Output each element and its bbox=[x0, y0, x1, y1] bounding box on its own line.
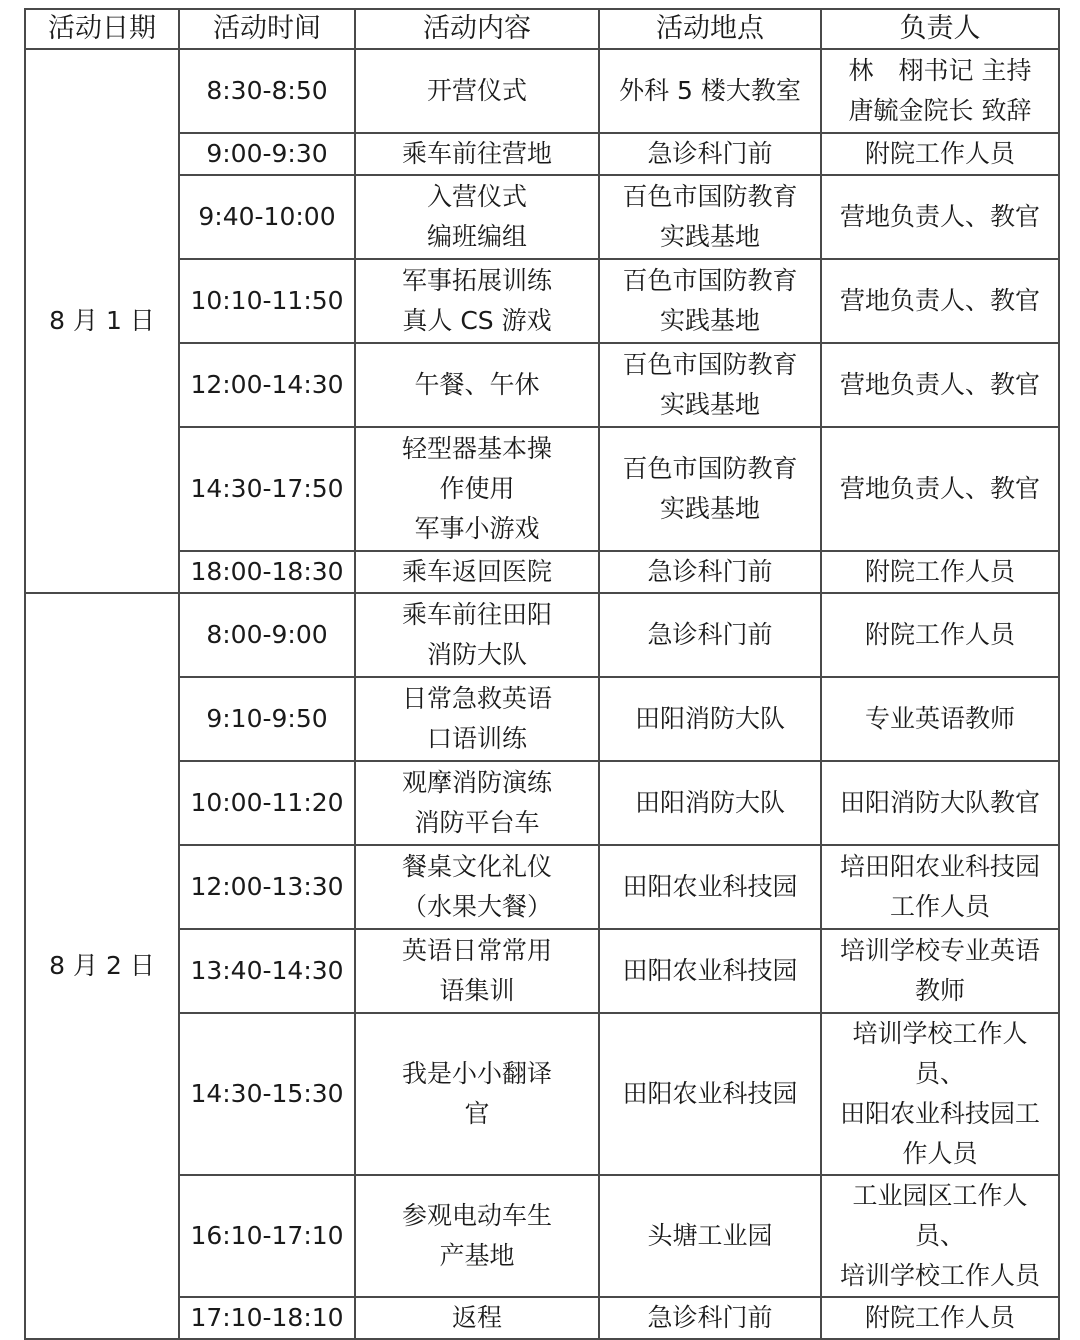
location-cell: 田阳农业科技园 bbox=[599, 1013, 821, 1175]
time-cell: 10:00-11:20 bbox=[179, 761, 355, 845]
table-row bbox=[25, 551, 1059, 593]
header-time: 活动时间 bbox=[179, 9, 355, 49]
time-cell: 17:10-18:10 bbox=[179, 1297, 355, 1339]
time-cell: 12:00-13:30 bbox=[179, 845, 355, 929]
table-row bbox=[25, 175, 1059, 259]
location-cell: 百色市国防教育 实践基地 bbox=[599, 427, 821, 551]
time-cell: 13:40-14:30 bbox=[179, 929, 355, 1013]
location-cell: 田阳消防大队 bbox=[599, 761, 821, 845]
person-cell: 附院工作人员 bbox=[821, 551, 1059, 593]
location-cell: 百色市国防教育 实践基地 bbox=[599, 259, 821, 343]
time-cell: 9:00-9:30 bbox=[179, 133, 355, 175]
content-cell: 开营仪式 bbox=[355, 49, 599, 133]
person-cell: 附院工作人员 bbox=[821, 133, 1059, 175]
table-row bbox=[25, 427, 1059, 551]
person-cell: 田阳消防大队教官 bbox=[821, 761, 1059, 845]
content-cell: 乘车返回医院 bbox=[355, 551, 599, 593]
person-cell: 林 栩书记 主持 唐毓金院长 致辞 bbox=[821, 49, 1059, 133]
time-cell: 14:30-17:50 bbox=[179, 427, 355, 551]
person-cell: 营地负责人、教官 bbox=[821, 343, 1059, 427]
content-cell: 返程 bbox=[355, 1297, 599, 1339]
table-row bbox=[25, 929, 1059, 1013]
location-cell: 急诊科门前 bbox=[599, 133, 821, 175]
header-date: 活动日期 bbox=[25, 9, 179, 49]
location-cell: 急诊科门前 bbox=[599, 551, 821, 593]
time-cell: 9:10-9:50 bbox=[179, 677, 355, 761]
activity-schedule-table bbox=[24, 8, 1060, 1340]
content-cell: 餐桌文化礼仪 （水果大餐） bbox=[355, 845, 599, 929]
time-cell: 9:40-10:00 bbox=[179, 175, 355, 259]
header-row bbox=[25, 9, 1059, 49]
content-cell: 乘车前往营地 bbox=[355, 133, 599, 175]
header-location: 活动地点 bbox=[599, 9, 821, 49]
location-cell: 急诊科门前 bbox=[599, 593, 821, 677]
content-cell: 轻型器基本操 作使用 军事小游戏 bbox=[355, 427, 599, 551]
date-cell-day1: 8 月 1 日 bbox=[25, 49, 179, 593]
person-cell: 专业英语教师 bbox=[821, 677, 1059, 761]
date-cell-day2: 8 月 2 日 bbox=[25, 593, 179, 1339]
content-cell: 参观电动车生 产基地 bbox=[355, 1175, 599, 1297]
person-cell: 附院工作人员 bbox=[821, 1297, 1059, 1339]
location-cell: 外科 5 楼大教室 bbox=[599, 49, 821, 133]
time-cell: 18:00-18:30 bbox=[179, 551, 355, 593]
location-cell: 头塘工业园 bbox=[599, 1175, 821, 1297]
table-row bbox=[25, 677, 1059, 761]
content-cell: 日常急救英语 口语训练 bbox=[355, 677, 599, 761]
content-cell: 观摩消防演练 消防平台车 bbox=[355, 761, 599, 845]
person-cell: 附院工作人员 bbox=[821, 593, 1059, 677]
table-row bbox=[25, 1297, 1059, 1339]
person-cell: 培田阳农业科技园 工作人员 bbox=[821, 845, 1059, 929]
content-cell: 入营仪式 编班编组 bbox=[355, 175, 599, 259]
table-row bbox=[25, 593, 1059, 677]
table-row bbox=[25, 845, 1059, 929]
location-cell: 田阳农业科技园 bbox=[599, 845, 821, 929]
person-cell: 培训学校工作人员、 田阳农业科技园工 作人员 bbox=[821, 1013, 1059, 1175]
person-cell: 营地负责人、教官 bbox=[821, 259, 1059, 343]
person-cell: 营地负责人、教官 bbox=[821, 175, 1059, 259]
table-row bbox=[25, 1175, 1059, 1297]
header-content: 活动内容 bbox=[355, 9, 599, 49]
location-cell: 百色市国防教育 实践基地 bbox=[599, 175, 821, 259]
location-cell: 田阳农业科技园 bbox=[599, 929, 821, 1013]
person-cell: 培训学校专业英语 教师 bbox=[821, 929, 1059, 1013]
table-row bbox=[25, 259, 1059, 343]
location-cell: 田阳消防大队 bbox=[599, 677, 821, 761]
header-person: 负责人 bbox=[821, 9, 1059, 49]
table-row bbox=[25, 49, 1059, 133]
content-cell: 乘车前往田阳 消防大队 bbox=[355, 593, 599, 677]
table-row bbox=[25, 761, 1059, 845]
content-cell: 我是小小翻译 官 bbox=[355, 1013, 599, 1175]
person-cell: 工业园区工作人员、 培训学校工作人员 bbox=[821, 1175, 1059, 1297]
location-cell: 百色市国防教育 实践基地 bbox=[599, 343, 821, 427]
content-cell: 军事拓展训练 真人 CS 游戏 bbox=[355, 259, 599, 343]
location-cell: 急诊科门前 bbox=[599, 1297, 821, 1339]
time-cell: 16:10-17:10 bbox=[179, 1175, 355, 1297]
time-cell: 12:00-14:30 bbox=[179, 343, 355, 427]
time-cell: 10:10-11:50 bbox=[179, 259, 355, 343]
table-row bbox=[25, 133, 1059, 175]
content-cell: 英语日常常用 语集训 bbox=[355, 929, 599, 1013]
time-cell: 8:30-8:50 bbox=[179, 49, 355, 133]
time-cell: 14:30-15:30 bbox=[179, 1013, 355, 1175]
time-cell: 8:00-9:00 bbox=[179, 593, 355, 677]
table-row bbox=[25, 343, 1059, 427]
person-cell: 营地负责人、教官 bbox=[821, 427, 1059, 551]
table-row bbox=[25, 1013, 1059, 1175]
content-cell: 午餐、午休 bbox=[355, 343, 599, 427]
